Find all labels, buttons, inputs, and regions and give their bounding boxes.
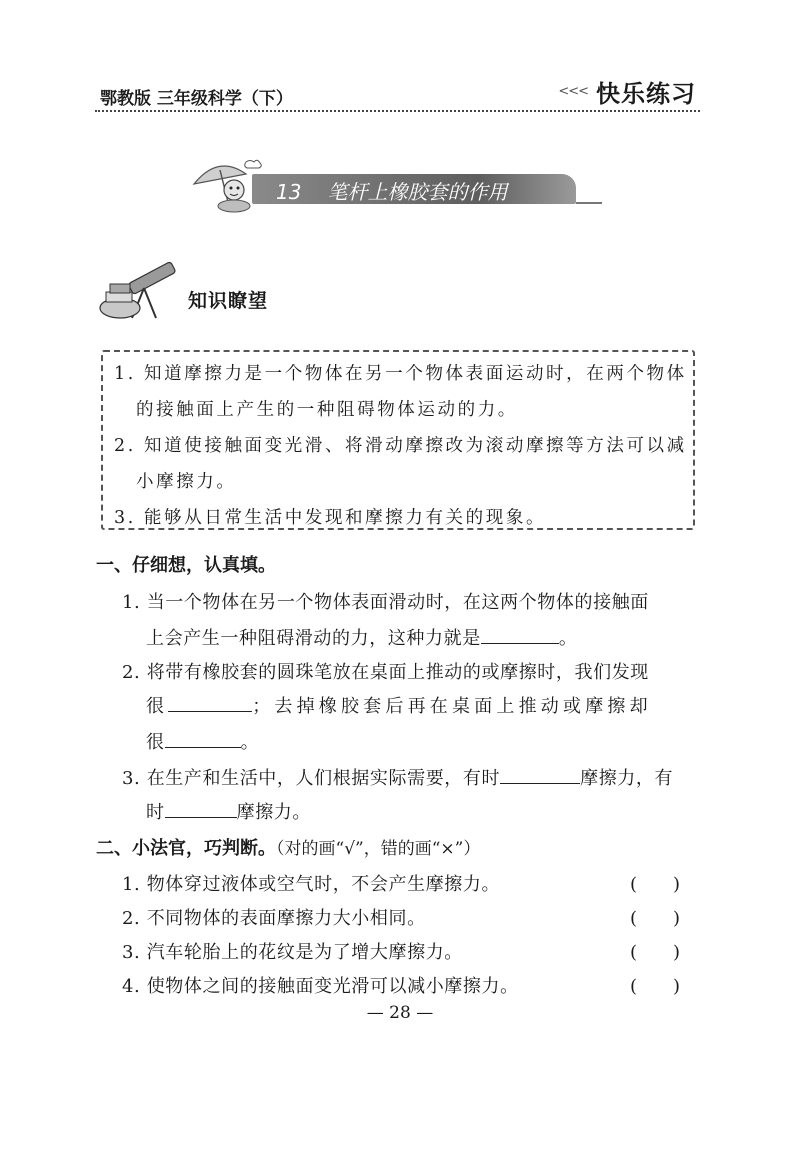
- knowledge-section-label: 知识瞭望: [188, 290, 269, 312]
- fill-q1-text: 上会产生一种阻碍滑动的力，这种力就是: [146, 628, 481, 649]
- fill-q3-line1: [122, 764, 673, 790]
- lesson-heading: [276, 176, 507, 205]
- judge-item-1: 1. 物体穿过液体或空气时，不会产生摩擦力。: [122, 874, 501, 895]
- section2-instruction: （对的画“√”，错的画“×”）: [276, 839, 481, 859]
- fill-q2-text-c: 很: [146, 732, 165, 753]
- section2-heading: [96, 834, 480, 860]
- fill-q1-end: 。: [558, 628, 578, 649]
- fill-q3-end: 摩擦力。: [236, 802, 312, 823]
- header-divider: [95, 110, 700, 112]
- fill-q2-text-a: 很: [146, 696, 169, 717]
- fill-blank-4[interactable]: [500, 765, 580, 784]
- fill-q3-text-c: 时: [146, 802, 165, 823]
- fill-q3-text-b: 摩擦力，有: [580, 768, 674, 789]
- judge-item-4: 4. 使物体之间的接触面变光滑可以减小摩擦力。: [122, 976, 519, 997]
- page-number: — 28 —: [366, 1003, 434, 1023]
- lesson-number: 13: [276, 180, 302, 204]
- objective-item-2-line1: 2. 知道使接触面变光滑、将滑动摩擦改为滚动摩擦等方法可以减: [114, 436, 687, 456]
- lesson-title: 笔杆上橡胶套的作用: [327, 180, 508, 204]
- fill-q3-text-a: 3. 在生产和生活中，人们根据实际需要，有时: [122, 768, 501, 789]
- fill-blank-1[interactable]: [481, 625, 559, 644]
- section1-heading: 一、仔细想，认真填。: [96, 555, 276, 576]
- lesson-banner: [188, 158, 588, 214]
- judge-answer-3[interactable]: ( ): [630, 942, 681, 963]
- fill-q1-line2: [146, 624, 577, 650]
- judge-answer-4[interactable]: ( ): [630, 976, 681, 997]
- series-title: 快乐练习: [596, 80, 696, 108]
- objective-item-3-line1: 3. 能够从日常生活中发现和摩擦力有关的现象。: [114, 508, 547, 528]
- book-title: 鄂教版 三年级科学（下）: [100, 89, 293, 109]
- judge-answer-1[interactable]: ( ): [630, 874, 681, 895]
- section2-title: 二、小法官，巧判断。: [96, 838, 276, 859]
- judge-item-2: 2. 不同物体的表面摩擦力大小相同。: [122, 908, 426, 929]
- objective-item-1-line1: 1. 知道摩擦力是一个物体在另一个物体表面运动时，在两个物体: [114, 364, 687, 384]
- judge-answer-2[interactable]: ( ): [630, 908, 681, 929]
- objective-item-2-line2: 小摩擦力。: [136, 472, 237, 492]
- fill-q2-text-b: ；去掉橡胶套后再在桌面上推动或摩擦却: [252, 696, 652, 717]
- banner-tail-line: [576, 202, 602, 204]
- fill-blank-2[interactable]: [168, 693, 252, 712]
- fill-q1-line1: 1. 当一个物体在另一个物体表面滑动时，在这两个物体的接触面: [122, 592, 649, 613]
- objectives-list: [114, 356, 694, 536]
- objective-item-1-line2: 的接触面上产生的一种阻碍物体运动的力。: [136, 400, 518, 420]
- fill-blank-3[interactable]: [165, 729, 241, 748]
- arrows-icon: <<<: [558, 84, 588, 99]
- judge-item-3: 3. 汽车轮胎上的花纹是为了增大摩擦力。: [122, 942, 463, 963]
- fill-q2-line2: [146, 692, 652, 718]
- series-header: [558, 74, 696, 109]
- fill-q3-line2: [146, 798, 311, 824]
- knowledge-section-header: [98, 258, 288, 322]
- fill-q2-line1: 2. 将带有橡胶套的圆珠笔放在桌面上推动的或摩擦时，我们发现: [122, 662, 649, 683]
- telescope-icon: [98, 258, 186, 322]
- fill-q2-line3: [146, 728, 259, 754]
- fill-q2-end: 。: [240, 732, 260, 753]
- fill-blank-5[interactable]: [165, 799, 237, 818]
